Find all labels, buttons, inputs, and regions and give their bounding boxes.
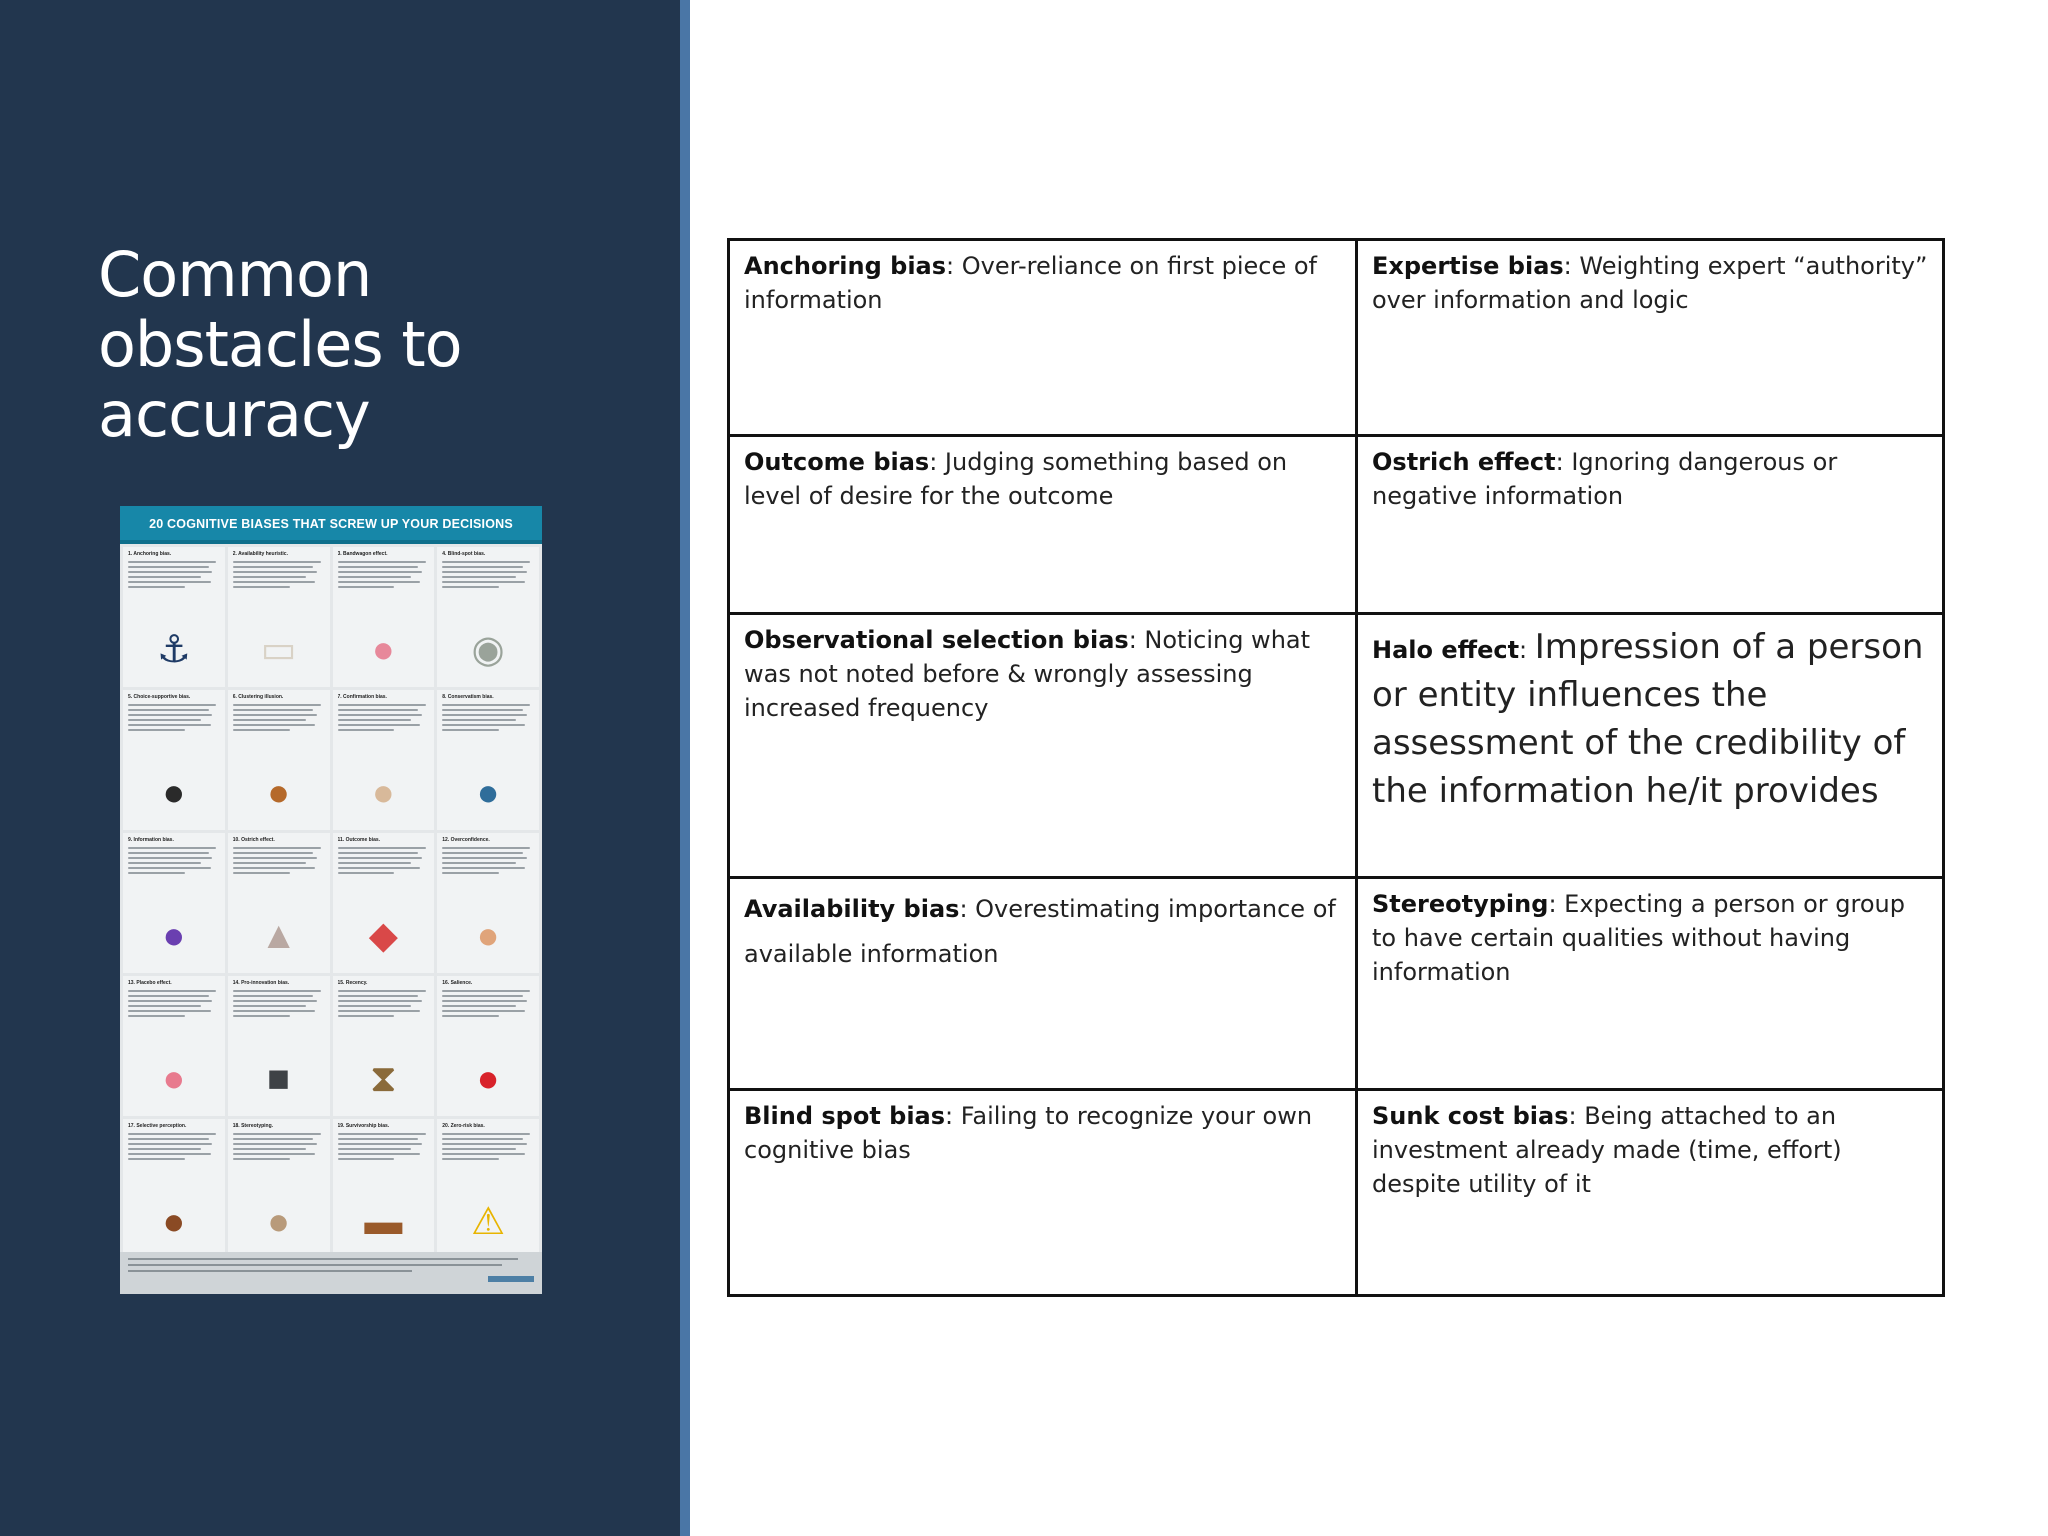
bias-cell-ostrich — [1357, 436, 1944, 614]
infographic-cell-text — [233, 990, 325, 1017]
infographic-cell-text — [128, 561, 220, 588]
infographic-cell — [228, 1119, 330, 1259]
infographic-cell-title: 13. Placebo effect. — [128, 980, 172, 986]
infographic-cell — [123, 976, 225, 1116]
infographic-cell-title: 9. Information bias. — [128, 837, 174, 843]
bias-cell-stereotyping — [1357, 878, 1944, 1090]
infographic-cell-text — [442, 561, 534, 588]
infographic-cell — [333, 547, 435, 687]
bias-cell-outcome — [729, 436, 1357, 614]
infographic-cell-text — [128, 1133, 220, 1160]
infographic-cell — [228, 833, 330, 973]
person-icon: ● — [476, 915, 500, 957]
crystal-ball-icon: ● — [162, 915, 186, 957]
bias-term: Sunk cost bias — [1372, 1102, 1569, 1130]
bias-separator: : — [946, 252, 962, 280]
infographic-cell-text — [128, 990, 220, 1017]
infographic-cell-text — [233, 1133, 325, 1160]
bias-description: Judging something based on level of desire for the outcome — [744, 448, 1288, 510]
cigarette-icon: ▭ — [260, 629, 297, 671]
infographic-cell-text — [442, 704, 534, 731]
football-icon: ● — [162, 1201, 186, 1243]
bias-term: Availability bias — [744, 895, 960, 923]
infographic-cell-text — [338, 561, 430, 588]
infographic-cell-title: 17. Selective perception. — [128, 1123, 187, 1129]
infographic-cell-title: 16. Salience. — [442, 980, 473, 986]
bias-separator: : — [1555, 448, 1572, 476]
infographic-cell — [437, 976, 539, 1116]
bias-description: Being attached to an investment already made (time, effort) despite utility of it — [1372, 1102, 1842, 1198]
bias-description: Impression of a person or entity influences the assessment of the credibility of the information he/it provides — [1372, 627, 1924, 811]
infographic-cell — [333, 833, 435, 973]
bias-term: Ostrich effect — [1372, 448, 1556, 476]
bias-description: Ignoring dangerous or negative information — [1372, 448, 1838, 510]
infographic-cell-text — [128, 704, 220, 731]
infographic-cell — [437, 690, 539, 830]
bias-table — [727, 238, 1945, 1297]
table-row — [729, 878, 1944, 1090]
table-row — [729, 240, 1944, 436]
infographic-cell-title: 10. Ostrich effect. — [232, 837, 275, 843]
bias-description: Weighting expert “authority” over information and logic — [1372, 252, 1928, 314]
infographic-cell — [123, 690, 225, 830]
infographic-cell-title: 6. Clustering illusion. — [232, 694, 284, 700]
infographic-cell-title: 4. Blind-spot bias. — [442, 551, 486, 557]
head-icon: ● — [371, 772, 395, 814]
brain-icon: ● — [371, 629, 395, 671]
infographic-cell-text — [338, 704, 430, 731]
bias-cell-blind-spot — [729, 1090, 1357, 1296]
table-row — [729, 436, 1944, 614]
bias-term: Expertise bias — [1372, 252, 1564, 280]
bias-separator: : — [945, 1102, 961, 1130]
bowl-icon: ● — [267, 772, 291, 814]
bias-term: Blind spot bias — [744, 1102, 946, 1130]
infographic-cell-text — [233, 561, 325, 588]
bias-separator: : — [1568, 1102, 1585, 1130]
infographic-footer — [120, 1252, 542, 1294]
bias-description: Over-reliance on first piece of information — [744, 252, 1317, 314]
infographic-cell-title: 8. Conservatism bias. — [442, 694, 494, 700]
bias-separator: : — [1519, 636, 1535, 664]
bias-separator: : — [1548, 890, 1565, 918]
infographic-cell-title: 2. Availability heuristic. — [232, 551, 288, 557]
infographic-cell-text — [338, 1133, 430, 1160]
bias-description: Expecting a person or group to have certain qualities without having information — [1372, 890, 1905, 986]
infographic-cell-title: 7. Confirmation bias. — [337, 694, 387, 700]
infographic-cell-text — [233, 847, 325, 874]
globe-icon: ● — [476, 772, 500, 814]
gavel-icon: ▬ — [364, 1201, 403, 1243]
table-row — [729, 1090, 1944, 1296]
eye-icon: ◉ — [471, 629, 505, 671]
anchor-icon: ⚓ — [156, 629, 191, 671]
infographic-cell — [437, 833, 539, 973]
infographic-cell-text — [442, 847, 534, 874]
infographic-cell-text — [338, 847, 430, 874]
phone-icon: ■ — [267, 1058, 291, 1100]
bias-term: Anchoring bias — [744, 252, 947, 280]
infographic-cell — [437, 1119, 539, 1259]
slide-title: Common obstacles to accuracy — [98, 238, 462, 451]
infographic-cell — [333, 1119, 435, 1259]
infographic-cell-title: 1. Anchoring bias. — [128, 551, 172, 557]
bias-description: Overestimating importance of available information — [744, 895, 1336, 968]
infographic-cell-title: 14. Pro-innovation bias. — [232, 980, 290, 986]
pills-icon: ● — [162, 1058, 186, 1100]
bias-term: Outcome bias — [744, 448, 930, 476]
bias-cell-availability — [729, 878, 1357, 1090]
infographic-header: 20 COGNITIVE BIASES THAT SCREW UP YOUR DECISIONS — [120, 506, 542, 540]
infographic-cell — [123, 833, 225, 973]
infographic-cell — [228, 690, 330, 830]
ostrich-icon: ▲ — [259, 915, 298, 957]
bias-separator: : — [1128, 626, 1145, 654]
accent-divider — [680, 0, 690, 1536]
cognitive-biases-infographic — [120, 506, 542, 1294]
bias-term: Halo effect — [1372, 636, 1520, 664]
infographic-cell-title: 3. Bandwagon effect. — [337, 551, 388, 557]
bias-cell-halo — [1357, 614, 1944, 878]
man-icon: ● — [267, 1201, 291, 1243]
infographic-cell-title: 19. Survivorship bias. — [337, 1123, 390, 1129]
infographic-cell-text — [442, 1133, 534, 1160]
car-icon: ● — [476, 1058, 500, 1100]
bias-cell-sunk-cost — [1357, 1090, 1944, 1296]
bias-description: Failing to recognize your own cognitive bias — [744, 1102, 1313, 1164]
bias-separator: : — [1563, 252, 1580, 280]
bias-term: Observational selection bias — [744, 626, 1129, 654]
hourglass-icon: ⧗ — [370, 1058, 397, 1100]
dice-icon: ◆ — [368, 915, 398, 957]
infographic-cell-title: 12. Overconfidence. — [442, 837, 490, 843]
bias-cell-expertise — [1357, 240, 1944, 436]
infographic-cell — [333, 690, 435, 830]
infographic-grid — [120, 544, 542, 1262]
warning-icon: ⚠ — [471, 1201, 506, 1243]
infographic-cell-text — [338, 990, 430, 1017]
infographic-cell — [228, 976, 330, 1116]
bias-cell-observational-selection — [729, 614, 1357, 878]
infographic-cell — [437, 547, 539, 687]
infographic-cell-title: 11. Outcome bias. — [337, 837, 381, 843]
infographic-cell-title: 5. Choice-supportive bias. — [128, 694, 191, 700]
infographic-cell-title: 15. Recency. — [337, 980, 368, 986]
dog-icon: ● — [162, 772, 186, 814]
infographic-cell — [123, 1119, 225, 1259]
bias-term: Stereotyping — [1372, 890, 1549, 918]
bias-description: Noticing what was not noted before & wrongly assessing increased frequency — [744, 626, 1311, 722]
infographic-cell-text — [442, 990, 534, 1017]
bias-separator: : — [959, 895, 976, 923]
bias-cell-anchoring — [729, 240, 1357, 436]
bias-separator: : — [929, 448, 945, 476]
infographic-cell — [123, 547, 225, 687]
infographic-logo — [488, 1276, 534, 1282]
infographic-cell-title: 20. Zero-risk bias. — [442, 1123, 485, 1129]
infographic-cell-text — [233, 704, 325, 731]
infographic-cell-text — [128, 847, 220, 874]
infographic-cell-title: 18. Stereotyping. — [232, 1123, 274, 1129]
table-row — [729, 614, 1944, 878]
infographic-cell — [333, 976, 435, 1116]
infographic-cell — [228, 547, 330, 687]
